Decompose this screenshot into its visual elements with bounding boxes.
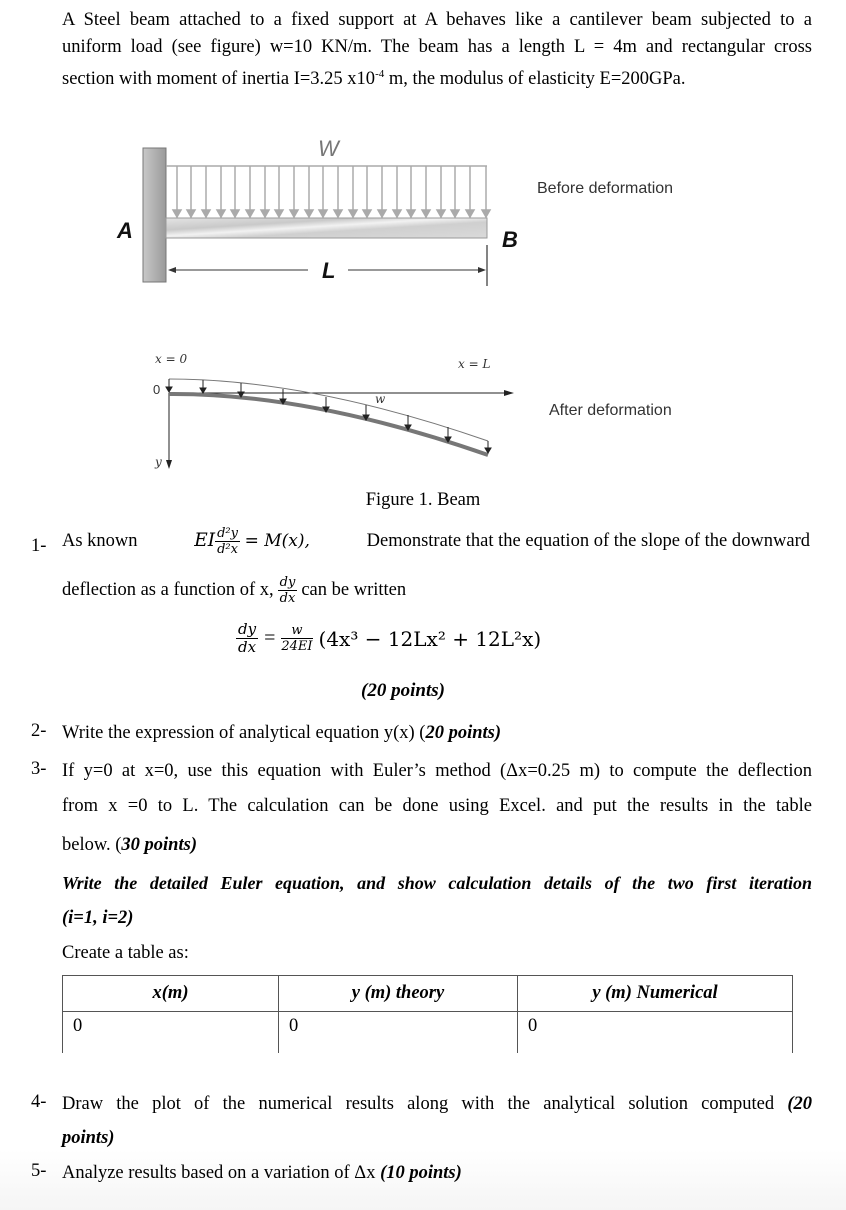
origin-label: 0 xyxy=(153,382,161,397)
slope-denominator: dx xyxy=(279,591,296,606)
question-5-number: 5- xyxy=(31,1161,47,1181)
cantilever-beam-diagram xyxy=(100,130,700,300)
table-intro: Create a table as: xyxy=(62,943,189,963)
table-row xyxy=(63,1012,793,1054)
question-4-number: 4- xyxy=(31,1092,47,1112)
length-label-l: L xyxy=(322,258,336,283)
question-1-line-1 xyxy=(62,527,810,556)
support-label-a: A xyxy=(117,218,133,243)
load-label-w: W xyxy=(318,136,339,161)
column-header-y-theory: y (m) theory xyxy=(279,976,518,1012)
results-table xyxy=(62,975,793,1053)
formula-body: (4x³ − 12Lx² + 12L²x) xyxy=(318,626,542,651)
x-length-label: x = L xyxy=(458,357,491,371)
formula-lhs-numerator: dy xyxy=(238,620,257,638)
question-4-points-b: points) xyxy=(62,1128,115,1148)
column-header-y-numerical: y (m) Numerical xyxy=(518,976,793,1012)
distributed-load-label: w xyxy=(375,392,386,406)
cell-y-numerical[interactable]: 0 xyxy=(518,1012,793,1054)
euler-instruction-line-1: Write the detailed Euler equation, and show calculation details of the two first iteration xyxy=(62,873,812,893)
cell-y-theory[interactable]: 0 xyxy=(279,1012,518,1054)
x-zero-label: x = 0 xyxy=(155,352,188,366)
after-deformation-label: After deformation xyxy=(549,402,672,419)
question-5-points: (10 points) xyxy=(380,1163,462,1183)
formula-coef-denominator: 24EI xyxy=(281,639,313,654)
formula-coef-numerator: w xyxy=(281,624,312,639)
question-1-line-2 xyxy=(62,576,406,605)
figure-caption: Figure 1. Beam xyxy=(365,490,481,510)
question-1-line-2-text: deflection as a function of x, xyxy=(62,580,274,600)
table-header-row xyxy=(63,976,793,1012)
question-5-text xyxy=(62,1160,462,1187)
intro-line-3-tail: m, the modulus of elasticity E=200GPa. xyxy=(384,69,686,90)
figure-after-deformation xyxy=(130,345,710,480)
question-1-number: 1- xyxy=(31,536,47,556)
end-label-b: B xyxy=(502,227,518,252)
question-2-text xyxy=(62,720,501,747)
formula-equals: = xyxy=(264,627,276,649)
slope-numerator: dy xyxy=(279,575,296,590)
question-4-points-a: (20 xyxy=(787,1094,812,1114)
question-2-number: 2- xyxy=(31,721,47,741)
moment-rhs: = M(x), xyxy=(244,530,310,551)
question-3-number: 3- xyxy=(31,759,47,779)
question-3-points: 30 points) xyxy=(121,835,197,855)
question-2-body: Write the expression of analytical equation y(x) ( xyxy=(62,723,426,743)
question-3-line-3 xyxy=(62,832,197,859)
y-axis-label: y xyxy=(155,455,162,469)
exponent: -4 xyxy=(375,68,385,80)
question-1-text: Demonstrate that the equation of the slope of the downward xyxy=(366,531,810,551)
question-3-line-3-text: below. ( xyxy=(62,835,122,855)
intro-line-1: A Steel beam attached to a fixed support at A behaves like a cantilever beam subjected to a xyxy=(62,10,812,30)
question-4-text: Draw the plot of the numerical results along with the analytical solution computed xyxy=(62,1094,775,1114)
question-1-line-2-tail: can be written xyxy=(301,580,407,600)
intro-line-3-text: section with moment of inertia I=3.25 x10 xyxy=(62,69,376,90)
slope-formula xyxy=(236,622,541,655)
second-derivative-numerator: d²y xyxy=(217,526,238,541)
column-header-x: x(m) xyxy=(63,976,279,1012)
question-4-line-1 xyxy=(62,1091,812,1118)
ei-symbol: EI xyxy=(194,529,216,551)
second-derivative-denominator: d²x xyxy=(217,542,238,557)
cell-x[interactable]: 0 xyxy=(63,1012,279,1054)
moment-equation xyxy=(194,527,310,556)
euler-instruction-line-2: (i=1, i=2) xyxy=(62,908,134,928)
question-1-points: (20 points) xyxy=(361,680,445,701)
before-deformation-label: Before deformation xyxy=(537,180,674,197)
question-2-points: 20 points) xyxy=(425,723,502,743)
question-3-line-1: If y=0 at x=0, use this equation with Euler’s method (Δx=0.25 m) to compute the deflection xyxy=(62,761,812,781)
question-5-body: Analyze results based on a variation of Δx xyxy=(62,1163,376,1183)
figure-before-deformation xyxy=(100,130,700,300)
formula-lhs-denominator: dx xyxy=(238,638,257,656)
question-1-intro: As known xyxy=(62,531,138,551)
question-3-line-2: from x =0 to L. The calculation can be done using Excel. and put the results in the table xyxy=(62,796,812,816)
intro-line-2: uniform load (see figure) w=10 KN/m. The beam has a length L = 4m and rectangular cross xyxy=(62,37,812,57)
intro-line-3 xyxy=(62,61,812,93)
